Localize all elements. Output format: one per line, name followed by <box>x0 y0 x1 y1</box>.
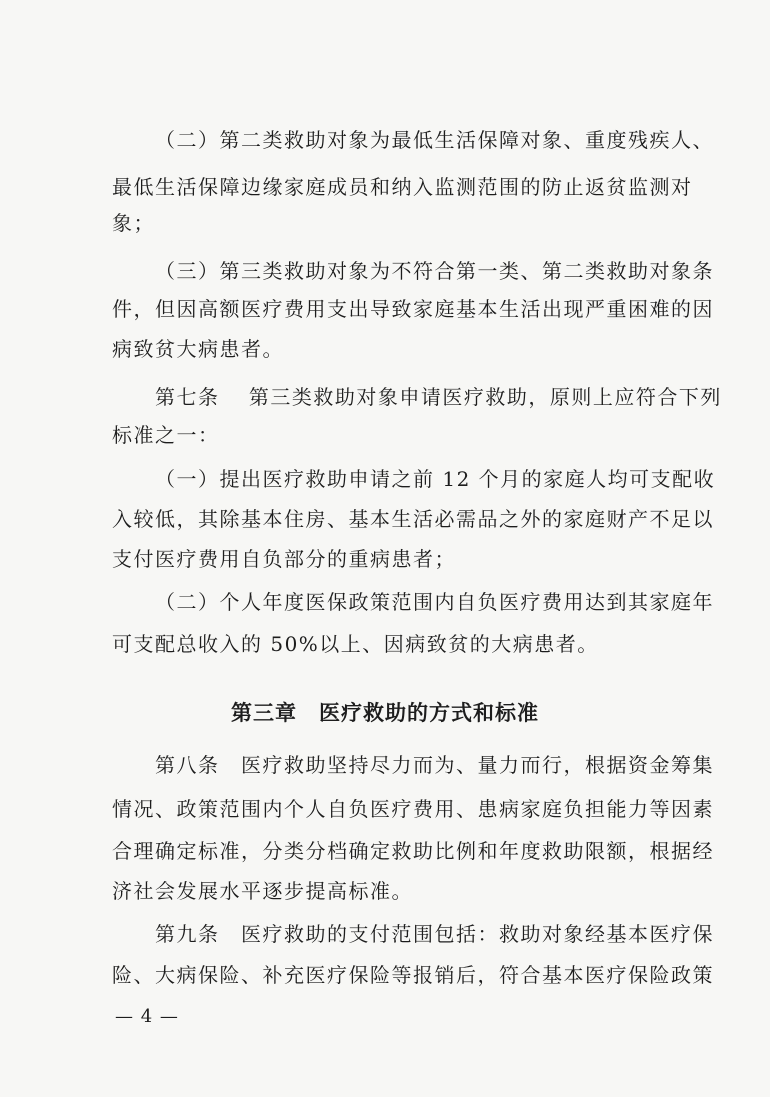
paragraph-line: 入较低，其除基本住房、基本生活必需品之外的家庭财产不足以 <box>112 507 714 531</box>
article-seven-line: 第七条 第三类救助对象申请医疗救助，原则上应符合下列 <box>155 385 722 409</box>
paragraph-line: 济社会发展水平逐步提高标准。 <box>112 879 413 903</box>
paragraph-line: 情况、政策范围内个人自负医疗费用、患病家庭负担能力等因素 <box>112 797 714 821</box>
paragraph-line: （三）第三类救助对象为不符合第一类、第二类救助对象条 <box>155 259 714 283</box>
paragraph-line: 最低生活保障边缘家庭成员和纳入监测范围的防止返贫监测对 <box>112 175 693 199</box>
chapter-heading: 第三章 医疗救助的方式和标准 <box>231 701 539 725</box>
paragraph-line: 象； <box>112 211 155 235</box>
page-number: — 4 — <box>115 1006 179 1027</box>
paragraph-line: 支付医疗费用自负部分的重病患者； <box>112 547 456 571</box>
paragraph-line: 可支配总收入的 50%以上、因病致贫的大病患者。 <box>112 632 599 656</box>
article-eight-line: 第八条 医疗救助坚持尽力而为、量力而行，根据资金筹集 <box>155 753 714 777</box>
article-nine-line: 第九条 医疗救助的支付范围包括：救助对象经基本医疗保 <box>155 922 714 946</box>
paragraph-line: 病致贫大病患者。 <box>112 337 284 361</box>
paragraph-line: 件，但因高额医疗费用支出导致家庭基本生活出现严重困难的因 <box>112 297 714 321</box>
paragraph-line: （二）第二类救助对象为最低生活保障对象、重度残疾人、 <box>155 128 714 152</box>
paragraph-line: （一）提出医疗救助申请之前 12 个月的家庭人均可支配收 <box>155 467 716 491</box>
paragraph-line: 标准之一： <box>112 423 220 447</box>
paragraph-line: （二）个人年度医保政策范围内自负医疗费用达到其家庭年 <box>155 590 714 614</box>
paragraph-line: 合理确定标准，分类分档确定救助比例和年度救助限额，根据经 <box>112 839 714 863</box>
paragraph-line: 险、大病保险、补充医疗保险等报销后，符合基本医疗保险政策 <box>112 963 714 987</box>
